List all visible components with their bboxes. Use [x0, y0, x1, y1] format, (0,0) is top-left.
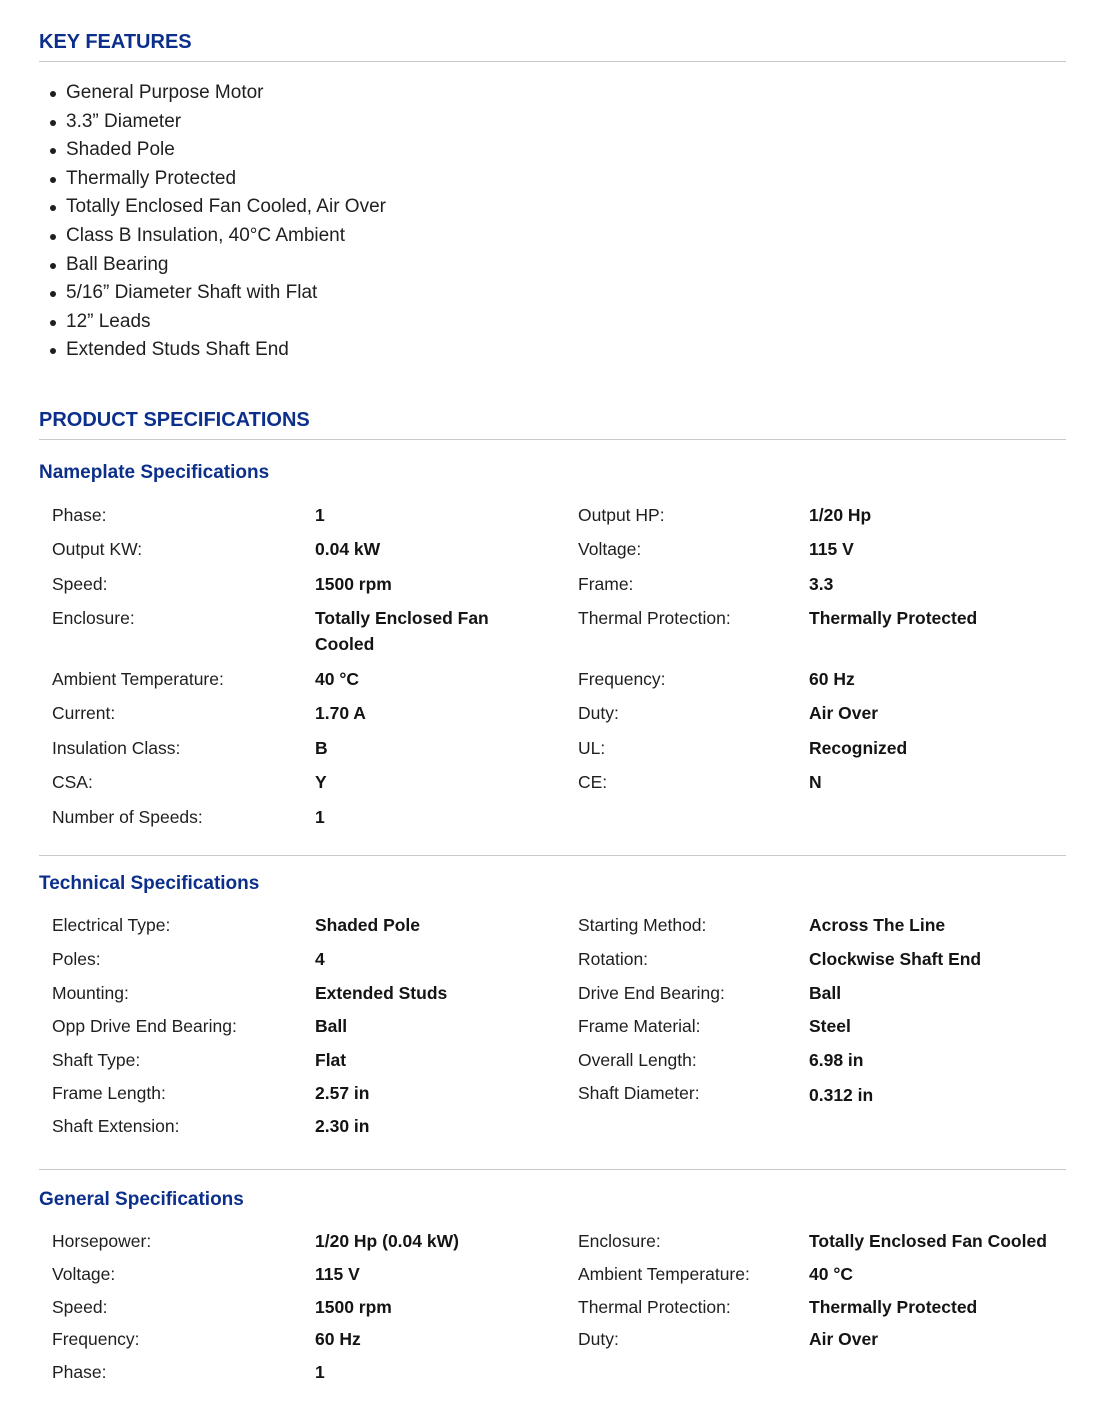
feature-item: Extended Studs Shaft End: [0, 336, 386, 365]
spec-value: 60 Hz: [809, 669, 855, 689]
spec-label: Thermal Protection:: [578, 1297, 731, 1317]
spec-value: Clockwise Shaft End: [809, 949, 982, 969]
spec-label: Frame:: [578, 574, 634, 594]
spec-label: Thermal Protection:: [578, 608, 731, 628]
spec-label: Ambient Temperature:: [52, 669, 224, 689]
key-features-title: KEY FEATURES: [39, 31, 192, 53]
spec-label: CSA:: [52, 772, 93, 792]
spec-value: Totally Enclosed Fan Cooled: [809, 1231, 1047, 1251]
spec-value: Ball: [809, 983, 842, 1003]
spec-value: 6.98 in: [809, 1050, 864, 1070]
spec-label: Enclosure:: [578, 1231, 661, 1251]
spec-label: Ambient Temperature:: [578, 1264, 750, 1284]
spec-value: 1500 rpm: [315, 574, 392, 594]
spec-value: 0.312 in: [809, 1085, 874, 1105]
feature-item: Class B Insulation, 40°C Ambient: [0, 222, 386, 251]
spec-value: Air Over: [809, 1329, 879, 1349]
general-specifications-title: General Specifications: [39, 1189, 244, 1210]
spec-value: Shaded Pole: [315, 915, 421, 935]
spec-value: Y: [315, 772, 327, 792]
spec-label: Enclosure:: [52, 608, 135, 628]
spec-label: Rotation:: [578, 949, 649, 969]
spec-value: 1500 rpm: [315, 1297, 392, 1317]
technical-specifications-title: Technical Specifications: [39, 873, 260, 894]
spec-value: Totally Enclosed Fan Cooled: [315, 608, 489, 654]
spec-value: 0.04 kW: [315, 539, 381, 559]
spec-value: Extended Studs: [315, 983, 448, 1003]
spec-value: Ball: [315, 1016, 348, 1036]
spec-label: Output KW:: [52, 539, 143, 559]
spec-value: Steel: [809, 1016, 851, 1036]
spec-value: 1/20 Hp: [809, 505, 872, 525]
spec-value: 115 V: [315, 1264, 360, 1284]
spec-label: Duty:: [578, 703, 619, 723]
product-specifications-title: PRODUCT SPECIFICATIONS: [39, 409, 310, 431]
spec-value: 2.57 in: [315, 1083, 370, 1103]
spec-label: Voltage:: [52, 1264, 116, 1284]
spec-value: 40 °C: [315, 669, 359, 689]
feature-item: Totally Enclosed Fan Cooled, Air Over: [0, 193, 386, 222]
feature-item: Ball Bearing: [0, 251, 386, 280]
spec-label: Phase:: [52, 1362, 107, 1382]
spec-label: Starting Method:: [578, 915, 707, 935]
spec-label: Phase:: [52, 505, 107, 525]
key-features-list: [0, 79, 386, 365]
feature-item: 3.3” Diameter: [0, 108, 386, 137]
spec-label: Current:: [52, 703, 116, 723]
spec-label: Frame Material:: [578, 1016, 701, 1036]
nameplate-specifications-title: Nameplate Specifications: [39, 462, 270, 483]
spec-label: Electrical Type:: [52, 915, 171, 935]
technical-divider: [39, 1169, 1066, 1170]
spec-value: 1.70 A: [315, 703, 366, 723]
spec-label: CE:: [578, 772, 608, 792]
spec-value: 115 V: [809, 539, 854, 559]
spec-value: Flat: [315, 1050, 347, 1070]
feature-item: General Purpose Motor: [0, 79, 386, 108]
spec-label: Horsepower:: [52, 1231, 152, 1251]
spec-label: Mounting:: [52, 983, 129, 1003]
spec-label: Number of Speeds:: [52, 807, 203, 827]
spec-label: Speed:: [52, 574, 108, 594]
spec-value: Air Over: [809, 703, 879, 723]
spec-label: Frequency:: [578, 669, 666, 689]
spec-label: Frame Length:: [52, 1083, 166, 1103]
feature-item: 5/16” Diameter Shaft with Flat: [0, 279, 386, 308]
spec-label: UL:: [578, 738, 606, 758]
spec-label: Duty:: [578, 1329, 619, 1349]
key-features-divider: [39, 61, 1066, 62]
spec-label: Shaft Extension:: [52, 1116, 180, 1136]
spec-value: 1: [315, 505, 325, 525]
spec-label: Insulation Class:: [52, 738, 181, 758]
spec-value: Across The Line: [809, 915, 946, 935]
feature-item: 12” Leads: [0, 308, 386, 337]
spec-value: N: [809, 772, 822, 792]
nameplate-divider: [39, 855, 1066, 856]
spec-label: Shaft Diameter:: [578, 1083, 700, 1103]
spec-value: Thermally Protected: [809, 1297, 978, 1317]
spec-label: Opp Drive End Bearing:: [52, 1016, 237, 1036]
spec-label: Frequency:: [52, 1329, 140, 1349]
spec-value: 40 °C: [809, 1264, 853, 1284]
spec-value: Thermally Protected: [809, 608, 978, 628]
spec-value: B: [315, 738, 328, 758]
spec-value: Recognized: [809, 738, 908, 758]
spec-label: Drive End Bearing:: [578, 983, 725, 1003]
spec-value: 3.3: [809, 574, 834, 594]
spec-value: 1: [315, 1362, 325, 1382]
spec-value: 1: [315, 807, 325, 827]
spec-label: Voltage:: [578, 539, 642, 559]
spec-label: Overall Length:: [578, 1050, 697, 1070]
spec-value: 2.30 in: [315, 1116, 370, 1136]
spec-value: 4: [315, 949, 325, 969]
spec-value: 60 Hz: [315, 1329, 361, 1349]
feature-item: Shaded Pole: [0, 136, 386, 165]
spec-label: Speed:: [52, 1297, 108, 1317]
product-specifications-divider: [39, 439, 1066, 440]
spec-label: Output HP:: [578, 505, 665, 525]
spec-value: 1/20 Hp (0.04 kW): [315, 1231, 459, 1251]
spec-label: Shaft Type:: [52, 1050, 141, 1070]
spec-label: Poles:: [52, 949, 101, 969]
feature-item: Thermally Protected: [0, 165, 386, 194]
